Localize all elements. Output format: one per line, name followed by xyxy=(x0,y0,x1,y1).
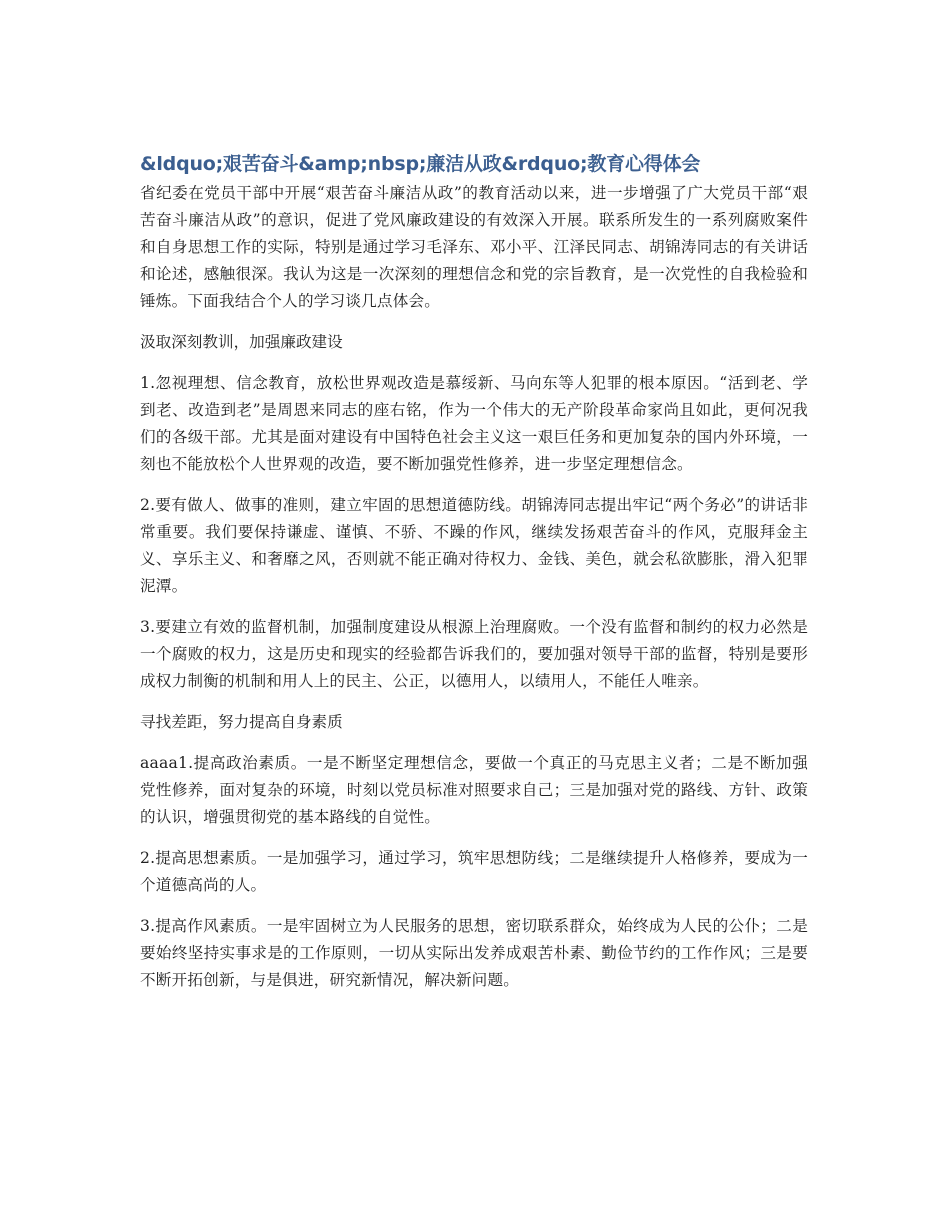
section1-paragraph-1: 1.忽视理想、信念教育，放松世界观改造是慕绥新、马向东等人犯罪的根本原因。“活到老、学到老、改造到老”是周恩来同志的座右铭，作为一个伟大的无产阶段革命家尚且如此，更何况我们的各级干部。尤其是面对建设有中国特色社会主义这一艰巨任务和更加复杂的国内外环境，一刻也不能放松个人世界观的改造，要不断加强党性修养，进一步坚定理想信念。 xyxy=(140,374,808,473)
intro-paragraph: 省纪委在党员干部中开展“艰苦奋斗廉洁从政”的教育活动以来，进一步增强了广大党员干部“艰苦奋斗廉洁从政”的意识，促进了党风廉政建设的有效深入开展。联系所发生的一系列腐败案件和自身思想工作的实际，特别是通过学习毛泽东、邓小平、江泽民同志、胡锦涛同志的有关讲话和论述，感触很深。我认为这是一次深刻的理想信念和党的宗旨教育，是一次党性的自我检验和锤炼。下面我结合个人的学习谈几点体会。 xyxy=(140,184,808,310)
section-heading-lessons: 汲取深刻教训，加强廉政建设 xyxy=(140,333,343,351)
section-heading-improvement: 寻找差距，努力提高自身素质 xyxy=(140,713,343,731)
document-title: &ldquo;艰苦奋斗&amp;nbsp;廉洁从政&rdquo;教育心得体会 xyxy=(140,153,701,175)
section2-paragraph-3: 3.提高作风素质。一是牢固树立为人民服务的思想，密切联系群众，始终成为人民的公仆；二是要始终坚持实事求是的工作原则，一切从实际出发养成艰苦朴素、勤俭节约的工作作风；三是要不断开拓创新，与是俱进，研究新情况，解决新问题。 xyxy=(140,917,808,989)
section1-paragraph-3: 3.要建立有效的监督机制，加强制度建设从根源上治理腐败。一个没有监督和制约的权力必然是一个腐败的权力，这是历史和现实的经验都告诉我们的，要加强对领导干部的监督，特别是要形成权力制衡的机制和用人上的民主、公正，以德用人，以绩用人，不能任人唯亲。 xyxy=(140,618,808,690)
section2-paragraph-2: 2.提高思想素质。一是加强学习，通过学习，筑牢思想防线；二是继续提升人格修养，要成为一个道德高尚的人。 xyxy=(140,849,808,894)
section2-paragraph-1: aaaa1.提高政治素质。一是不断坚定理想信念，要做一个真正的马克思主义者；二是不断加强党性修养，面对复杂的环境，时刻以党员标准对照要求自己；三是加强对党的路线、方针、政策的认识，增强贯彻党的基本路线的自觉性。 xyxy=(140,754,808,826)
document-page xyxy=(140,148,808,1008)
section1-paragraph-2: 2.要有做人、做事的准则，建立牢固的思想道德防线。胡锦涛同志提出牢记“两个务必”的讲话非常重要。我们要保持谦虚、谨慎、不骄、不躁的作风，继续发扬艰苦奋斗的作风，克服拜金主义、享乐主义、和奢靡之风，否则就不能正确对待权力、金钱、美色，就会私欲膨胀，滑入犯罪泥潭。 xyxy=(140,496,808,595)
